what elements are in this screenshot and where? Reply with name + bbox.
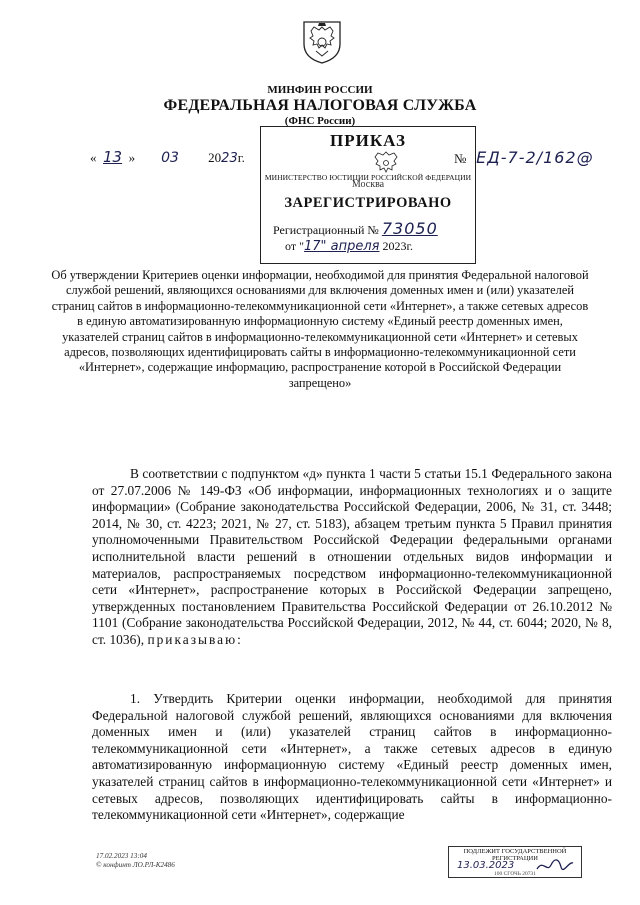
order-date: « 13 » 03 2023г. (90, 148, 245, 166)
service-name: ФЕДЕРАЛЬНАЯ НАЛОГОВАЯ СЛУЖБА (163, 97, 477, 114)
paragraph-1-text: В соответствии с подпунктом «д» пункта 1 части 5 статьи 15.1 Федерального закона от 27.07.2006 № 149-ФЗ «Об информации, информационных технологиях и о защите информации» (Собрание законодательства Российской Федерации, 2006, № 31, ст. 3448; 2014, № 30, ст. 4223; 2021, № 27, ст. 5183), абзацем третьим пункта 5 Правил принятия уполномоченными Правительством Российской Федерации федеральными органами исполнительной власти решений в отношении отдельных видов информации и материалов, распространяемых посредством информационно-телекоммуникационной сети «Интернет», распространение которых в Российской Федерации запрещено, утвержденных постановлением Правительства Российской Федерации от 26.10.2012 № 1101 (Собрание законодательства Российской Федерации, 2012, № 44, ст. 6044; 2020, № 8, ст. 1036), (92, 466, 612, 647)
ministry-name: МИНФИН РОССИИ (267, 84, 373, 96)
order-month: 03 (161, 150, 179, 166)
doc-type: ПРИКАЗ (330, 131, 406, 150)
stamp-status: ЗАРЕГИСТРИРОВАНО (284, 195, 452, 211)
order-day: 13 (103, 148, 123, 166)
order-year-suffix: 23 (221, 151, 238, 166)
order-number: ЕД-7-2/162@ (476, 148, 594, 167)
stamp-date-value: 17" апреля (303, 239, 380, 254)
footer-meta (96, 852, 175, 870)
body-paragraph-1 (92, 466, 612, 649)
order-year-prefix: 20 (208, 150, 222, 165)
service-short-name: (ФНС России) (284, 115, 356, 127)
state-emblem-icon (302, 18, 342, 64)
stamp-city: Москва (351, 179, 385, 190)
sign-box-title: ПОДЛЕЖИТ ГОСУДАРСТВЕННОЙ РЕГИСТРАЦИИ (463, 848, 567, 862)
footer-timestamp: 17.02.2023 13:04 (96, 852, 147, 860)
order-year-mark: г. (237, 150, 245, 165)
footer-tag: © конфинт ЛО.РЛ-К2486 (96, 861, 175, 869)
sign-box-date: 13.03.2023 (457, 860, 515, 871)
order-keyword: приказываю: (147, 631, 243, 647)
stamp-ministry: МИНИСТЕРСТВО ЮСТИЦИИ РОССИЙСКОЙ ФЕДЕРАЦИИ (264, 173, 472, 182)
sign-box-bottom: 100 СГОЧЬ 20731 (493, 871, 537, 877)
paragraph-2-text: 1. Утвердить Критерии оценки информации, необходимой для принятия Федеральной налоговой службой решений, являющихся основаниями для включения доменных имен и (или) указателей страниц сайтов в информационно-телекоммуникационной сети «Интернет», а также сетевых адресов в единую автоматизированную информационную систему «Единый реестр доменных имен, указателей страниц сайтов в информационно-телекоммуникационной сети «Интернет» и сетевых адресов, позволяющих идентифицировать сайты в информационно-телекоммуникационной сети «Интернет», содержащие (92, 691, 612, 823)
registration-note-stamp (448, 846, 582, 878)
stamp-reg-date-line (285, 239, 413, 254)
stamp-date-prefix: от " (285, 239, 304, 253)
body-paragraph-2 (92, 691, 612, 824)
stamp-reg-number: 73050 (381, 219, 438, 238)
stamp-reg-number-line (273, 219, 438, 238)
registration-stamp (260, 126, 476, 264)
stamp-reg-label: Регистрационный № (273, 223, 379, 237)
order-number-label: № (454, 151, 467, 166)
stamp-date-year: 2023г. (382, 239, 414, 253)
order-title: Об утверждении Критериев оценки информации, необходимой для принятия Федеральной налоговой службой решений, являющихся основаниями для включения доменных имен и (или) указателей страниц сайтов в информационно-телекоммуникационной сети «Интернет», а также сетевых адресов в единую автоматизированную информационную систему «Единый реестр доменных имен, указателей страниц сайтов в информационно-телекоммуникационной сети «Интернет» и сетевых адресов, позволяющих идентифицировать сайты в информационно-телекоммуникационной сети «Интернет», содержащие информацию, распространение которой в Российской Федерации запрещено» (51, 268, 589, 390)
